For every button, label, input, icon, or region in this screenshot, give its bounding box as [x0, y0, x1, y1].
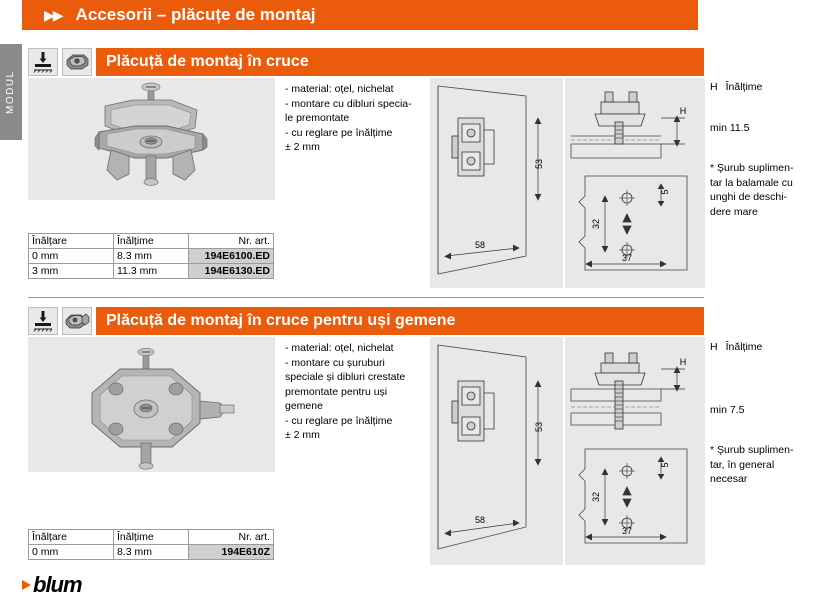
article-table-2 — [28, 529, 274, 560]
dimension-label-58: 58 — [474, 240, 486, 250]
cell-raise: 0 mm — [29, 249, 114, 264]
feature-item: ± 2 mm — [285, 429, 320, 441]
cell-raise: 3 mm — [29, 264, 114, 279]
cell-artno: 194E6130.ED — [189, 264, 274, 279]
blum-triangle-icon — [22, 580, 31, 590]
mounting-plate-side-glyph — [31, 309, 55, 333]
plate-section-view-2 — [565, 337, 705, 565]
h-label: Înălțime — [725, 341, 763, 353]
column-header-height: Înălțime — [114, 530, 189, 545]
table-header-row — [29, 234, 274, 249]
mounting-plate-side-icon — [28, 48, 58, 76]
footnote-line: unghi de deschi- — [710, 191, 788, 203]
feature-item: premontate pentru uși — [285, 385, 388, 398]
module-side-tab-label: MODUL — [5, 70, 16, 114]
section-divider — [28, 297, 704, 298]
feature-item: - cu reglare pe înălțime — [285, 126, 393, 139]
h-label: Înălțime — [725, 81, 763, 93]
technical-detail-1 — [565, 78, 705, 288]
module-side-tab — [0, 44, 22, 140]
cross-plate-twin-glyph — [64, 310, 90, 332]
dimension-label-37: 37 — [621, 526, 633, 536]
min-height-value: min 7.5 — [710, 403, 745, 416]
column-header-artno: Nr. art. — [189, 234, 274, 249]
min-height-value: min 11.5 — [710, 121, 750, 134]
cell-height: 8.3 mm — [114, 545, 189, 560]
dimension-label-53: 53 — [534, 158, 544, 170]
features-list-2 — [285, 341, 430, 443]
feature-item: - material: oțel, nichelat — [285, 342, 394, 354]
feature-item: - montare cu șuruburi — [285, 356, 385, 369]
notes-1 — [710, 80, 828, 219]
cell-height: 11.3 mm — [114, 264, 189, 279]
column-header-raise: Înălțare — [29, 234, 114, 249]
section-header-2 — [28, 307, 704, 335]
cell-artno: 194E610Z — [189, 545, 274, 560]
plate-section-view-1 — [565, 78, 705, 288]
technical-drawing-1 — [430, 78, 563, 288]
dimension-label-58: 58 — [474, 515, 486, 525]
cross-plate-twin-icon — [62, 307, 92, 335]
cross-plate-glyph — [64, 51, 90, 73]
h-symbol: H — [710, 81, 718, 93]
footnote-line: * Şurub suplimen- — [710, 444, 794, 456]
plate-front-view-1 — [430, 78, 563, 288]
technical-drawing-2 — [430, 337, 563, 565]
dimension-label-37: 37 — [621, 253, 633, 263]
mounting-plate-side-glyph — [31, 50, 55, 74]
table-row — [29, 545, 274, 560]
mounting-plate-side-icon — [28, 307, 58, 335]
cross-mounting-plate-twin-photo — [28, 337, 275, 472]
product-photo-2 — [28, 337, 275, 472]
footnote-line: tar la balamale cu — [710, 176, 793, 189]
footnote-line: tar, în general — [710, 458, 775, 471]
cross-mounting-plate-photo — [28, 78, 275, 200]
cell-height: 8.3 mm — [114, 249, 189, 264]
section-title-1: Plăcuță de montaj în cruce — [106, 53, 309, 70]
feature-item: - montare cu dibluri specia- — [285, 97, 412, 110]
column-header-height: Înălțime — [114, 234, 189, 249]
dimension-label-5: 5 — [660, 189, 670, 195]
dimension-label-H: H — [679, 106, 687, 116]
cross-plate-icon — [62, 48, 92, 76]
page-title-bar — [22, 0, 698, 30]
dimension-label-H: H — [679, 357, 687, 367]
footnote-line: * Şurub suplimen- — [710, 162, 794, 174]
dimension-label-5: 5 — [660, 462, 670, 468]
table-header-row — [29, 530, 274, 545]
dimension-label-32: 32 — [591, 491, 601, 503]
section-header-1 — [28, 48, 704, 76]
feature-item: gemene — [285, 400, 323, 412]
notes-2 — [710, 340, 828, 487]
dimension-label-53: 53 — [534, 421, 544, 433]
table-row — [29, 264, 274, 279]
feature-item: - material: oțel, nichelat — [285, 83, 394, 95]
brand-logo — [22, 572, 82, 598]
section-title-2: Plăcuță de montaj în cruce pentru uși gemene — [106, 312, 456, 329]
footnote-line: dere mare — [710, 205, 758, 218]
brand-name: blum — [33, 572, 82, 597]
column-header-artno: Nr. art. — [189, 530, 274, 545]
article-table-1 — [28, 233, 274, 279]
feature-item: - cu reglare pe înălțime — [285, 414, 393, 427]
plate-front-view-2 — [430, 337, 563, 565]
cell-raise: 0 mm — [29, 545, 114, 560]
features-list-1 — [285, 82, 430, 155]
cell-artno: 194E6100.ED — [189, 249, 274, 264]
page-title: Accesorii – plăcuțe de montaj — [75, 5, 316, 24]
section-title-bar-1 — [96, 48, 704, 76]
feature-item: ± 2 mm — [285, 141, 320, 153]
dimension-label-32: 32 — [591, 218, 601, 230]
technical-detail-2 — [565, 337, 705, 565]
h-symbol: H — [710, 341, 718, 353]
section-title-bar-2 — [96, 307, 704, 335]
feature-item: le premontate — [285, 112, 350, 124]
footnote-line: necesar — [710, 473, 748, 485]
product-photo-1 — [28, 78, 275, 200]
feature-item: speciale și dibluri crestate — [285, 371, 406, 383]
column-header-raise: Înălțare — [29, 530, 114, 545]
double-arrow-icon: ▶▶ — [44, 6, 62, 23]
table-row — [29, 249, 274, 264]
